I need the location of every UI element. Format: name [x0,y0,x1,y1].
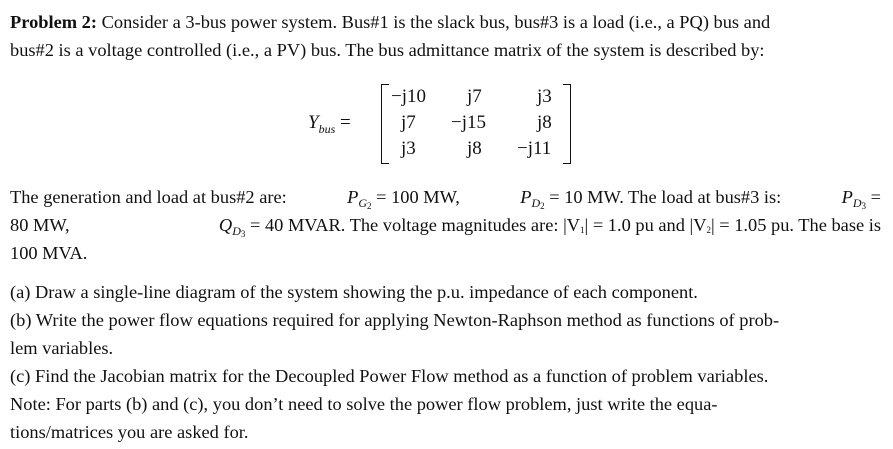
part-a: (a) Draw a single-line diagram of the system showing the p.u. impedance of each component. [10,282,698,302]
matrix-cell-1-3: j3 [537,86,552,107]
intro-text-1: Consider a 3-bus power system. Bus#1 is the slack bus, bus#3 is a load (i.e., a PQ) bus and [101,12,771,32]
intro-line-1 [10,10,770,34]
matrix-cell-1-1: −j10 [391,86,426,107]
part-c: (c) Find the Jacobian matrix for the Decoupled Power Flow method as a function of problem variables. [10,366,769,386]
ybus-label: $Y_{bus}$ = [308,112,351,136]
intro-text-2: bus#2 is a voltage controlled (i.e., a PV) bus. The bus admittance matrix of the system is described by: [10,40,765,60]
note-line-1: Note: For parts (b) and (c), you don’t need to solve the power flow problem, just write the equa- [10,394,718,414]
givens-line-3: 100 MVA. [10,243,88,263]
matrix-cell-3-2: j8 [467,138,482,159]
matrix-cell-3-3: −j11 [517,138,552,159]
givens-line-2: 80 MW, $Q_{D_3} = 40$ MVAR. The voltage magnitudes are: $|V_1| = 1.0$ pu and $|V_2| = 1.05$ pu. The base is [10,215,881,239]
matrix-cell-3-1: j3 [401,138,416,159]
left-bracket [381,84,389,164]
matrix-cell-2-1: j7 [401,112,416,133]
ybus-matrix [381,84,571,164]
problem-title: Problem 2: [10,12,97,32]
part-b-line-2: lem variables. [10,338,114,358]
note-line-2: tions/matrices you are asked for. [10,422,249,442]
intro-line-2 [10,38,765,62]
matrix-cell-1-2: j7 [467,86,482,107]
part-b-line-1: (b) Write the power flow equations required for applying Newton-Raphson method as functions of prob- [10,310,780,330]
matrix-cell-2-3: j8 [537,112,552,133]
matrix-cell-2-2: −j15 [451,112,486,133]
right-bracket [563,84,571,164]
givens-line-1: The generation and load at bus#2 are: $P_{G_2} = 100$ MW, $P_{D_2} = 10$ MW. The load at bus#3 is: $P_{D_3}$ = [10,187,881,211]
